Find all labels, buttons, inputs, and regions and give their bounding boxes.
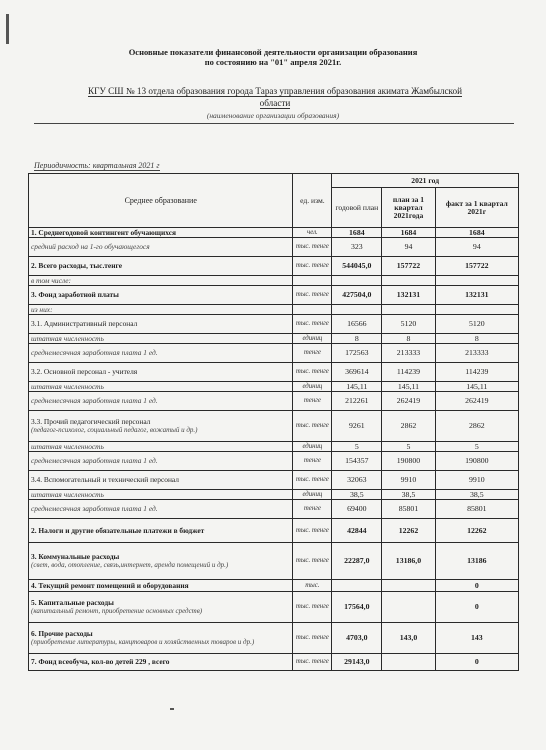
- row-unit: чел.: [293, 228, 332, 238]
- row-fact-q1: 190800: [435, 452, 518, 471]
- table-header-row: [29, 174, 519, 188]
- row-name-text: 3.4. Вспомогательный и технический персонал: [31, 475, 179, 484]
- document-subtitle: по состоянию на "01" апреля 2021г.: [204, 57, 342, 67]
- row-unit: единиц: [293, 382, 332, 392]
- table-row: [29, 442, 519, 452]
- table-row: [29, 654, 519, 671]
- row-plan-q1: 5120: [382, 315, 435, 334]
- row-plan-q1: 8: [382, 334, 435, 344]
- pen-mark: [170, 708, 174, 710]
- row-unit: тыс. тенге: [293, 238, 332, 257]
- row-fact-q1: 12262: [435, 519, 518, 543]
- table-row: [29, 519, 519, 543]
- row-fact-q1: 0: [435, 580, 518, 592]
- row-plan-q1: 114239: [382, 363, 435, 382]
- row-plan-year: 38,5: [332, 490, 382, 500]
- row-plan-q1: 85801: [382, 500, 435, 519]
- row-name: [29, 392, 293, 411]
- row-fact-q1: 0: [435, 592, 518, 623]
- row-name: [29, 519, 293, 543]
- row-unit: тенге: [293, 452, 332, 471]
- row-name: [29, 623, 293, 654]
- table-row: [29, 305, 519, 315]
- row-plan-year: 154357: [332, 452, 382, 471]
- row-fact-q1: 13186: [435, 543, 518, 580]
- row-name-text: среднемесячная заработная плата 1 ед.: [31, 396, 158, 405]
- table-row: [29, 344, 519, 363]
- row-name-text: штатная численность: [31, 381, 104, 391]
- row-name: [29, 543, 293, 580]
- row-fact-q1: 114239: [435, 363, 518, 382]
- table-row: [29, 276, 519, 286]
- row-note: (педагог-психолог, социальный педагог, вожатый и др.): [31, 426, 198, 434]
- row-plan-q1: [382, 592, 435, 623]
- table-row: [29, 238, 519, 257]
- table-row: [29, 228, 519, 238]
- table-row: [29, 363, 519, 382]
- row-plan-q1: 9910: [382, 471, 435, 490]
- row-unit: единиц: [293, 490, 332, 500]
- row-plan-q1: 94: [382, 238, 435, 257]
- row-fact-q1: 38,5: [435, 490, 518, 500]
- row-unit: тенге: [293, 392, 332, 411]
- row-plan-q1: [382, 654, 435, 671]
- row-unit: тыс. тенге: [293, 592, 332, 623]
- row-plan-q1: 1684: [382, 228, 435, 238]
- row-fact-q1: [435, 305, 518, 315]
- organization-line-2: области: [259, 98, 291, 108]
- document-title: Основные показатели финансовой деятельности организации образования: [128, 47, 418, 57]
- row-plan-year: 427504,0: [332, 286, 382, 305]
- row-name: [29, 315, 293, 334]
- row-name: [29, 411, 293, 442]
- row-plan-q1: 262419: [382, 392, 435, 411]
- row-fact-q1: 9910: [435, 471, 518, 490]
- row-plan-year: 4703,0: [332, 623, 382, 654]
- header-col-unit: ед. изм.: [293, 174, 332, 228]
- row-name-text: в том числе:: [31, 275, 72, 285]
- row-plan-year: 9261: [332, 411, 382, 442]
- row-unit: тыс. тенге: [293, 257, 332, 276]
- row-plan-q1: 132131: [382, 286, 435, 305]
- table-row: [29, 315, 519, 334]
- row-plan-year: 5: [332, 442, 382, 452]
- row-unit: тыс. тенге: [293, 543, 332, 580]
- header-col-fact-q1: факт за 1 квартал 2021г: [435, 188, 518, 228]
- row-name: [29, 257, 293, 276]
- table-row: [29, 382, 519, 392]
- row-unit: тыс. тенге: [293, 471, 332, 490]
- row-unit: тыс.: [293, 580, 332, 592]
- row-note: (приобретение литературы, канцтоваров и хозяйственных товаров и др.): [31, 638, 255, 646]
- header-col-plan-q1: план за 1 квартал 2021года: [382, 188, 435, 228]
- row-name-text: 5. Капитальные расходы: [31, 598, 114, 607]
- row-name-text: штатная численность: [31, 489, 104, 499]
- row-name-text: 3. Фонд заработной платы: [31, 290, 119, 299]
- row-plan-q1: 5: [382, 442, 435, 452]
- row-name-text: 7. Фонд всеобуча, кол-во детей 229 , всего: [31, 657, 170, 666]
- row-plan-year: 16566: [332, 315, 382, 334]
- row-plan-year: 22287,0: [332, 543, 382, 580]
- row-plan-year: [332, 276, 382, 286]
- row-unit: тыс. тенге: [293, 363, 332, 382]
- row-plan-year: 42844: [332, 519, 382, 543]
- row-name-text: 4. Текущий ремонт помещений и оборудования: [31, 580, 189, 590]
- row-name: [29, 500, 293, 519]
- row-fact-q1: 145,11: [435, 382, 518, 392]
- row-fact-q1: 5: [435, 442, 518, 452]
- row-name: [29, 382, 293, 392]
- row-plan-year: 212261: [332, 392, 382, 411]
- row-unit: тенге: [293, 500, 332, 519]
- row-plan-q1: [382, 276, 435, 286]
- row-plan-year: 1684: [332, 228, 382, 238]
- row-name: [29, 471, 293, 490]
- row-plan-year: 369614: [332, 363, 382, 382]
- table-row: [29, 543, 519, 580]
- table-row: [29, 452, 519, 471]
- row-name: [29, 228, 293, 238]
- row-name: [29, 276, 293, 286]
- row-plan-year: 29143,0: [332, 654, 382, 671]
- row-plan-year: [332, 580, 382, 592]
- header-col-name: Среднее образование: [29, 174, 293, 228]
- financial-indicators-table: [28, 173, 519, 671]
- organization-caption: (наименование организации образования): [206, 111, 340, 120]
- row-name: [29, 580, 293, 592]
- row-fact-q1: 0: [435, 654, 518, 671]
- row-fact-q1: 1684: [435, 228, 518, 238]
- row-fact-q1: 85801: [435, 500, 518, 519]
- row-plan-year: 32063: [332, 471, 382, 490]
- row-name: [29, 286, 293, 305]
- row-name: [29, 334, 293, 344]
- periodicity-label: Периодичность: квартальная 2021 г: [34, 161, 160, 170]
- table-row: [29, 286, 519, 305]
- row-plan-q1: 13186,0: [382, 543, 435, 580]
- row-fact-q1: 2862: [435, 411, 518, 442]
- row-name: [29, 238, 293, 257]
- table-row: [29, 592, 519, 623]
- table-row: [29, 257, 519, 276]
- table-row: [29, 580, 519, 592]
- row-plan-year: 145,11: [332, 382, 382, 392]
- row-plan-q1: 38,5: [382, 490, 435, 500]
- row-name-text: 1. Среднегодовой контингент обучающихся: [31, 227, 177, 237]
- row-plan-q1: 157722: [382, 257, 435, 276]
- row-plan-q1: [382, 580, 435, 592]
- row-name-text: 2. Налоги и другие обязательные платежи в бюджет: [31, 525, 205, 535]
- row-plan-q1: 143,0: [382, 623, 435, 654]
- table-row: [29, 623, 519, 654]
- header-year: 2021 год: [332, 174, 519, 188]
- row-fact-q1: 5120: [435, 315, 518, 334]
- table-row: [29, 411, 519, 442]
- row-name: [29, 344, 293, 363]
- row-fact-q1: 157722: [435, 257, 518, 276]
- row-unit: тенге: [293, 344, 332, 363]
- row-name: [29, 490, 293, 500]
- row-plan-q1: 190800: [382, 452, 435, 471]
- table-row: [29, 500, 519, 519]
- row-name: [29, 654, 293, 671]
- row-plan-year: 172563: [332, 344, 382, 363]
- row-fact-q1: 132131: [435, 286, 518, 305]
- row-name-text: из них:: [31, 304, 53, 314]
- row-plan-q1: [382, 305, 435, 315]
- staple-mark: [6, 14, 9, 44]
- row-plan-year: 8: [332, 334, 382, 344]
- row-name-text: средний расход на 1-го обучающегося: [31, 242, 150, 251]
- row-name-text: среднемесячная заработная плата 1 ед.: [31, 456, 158, 465]
- row-name: [29, 442, 293, 452]
- row-name: [29, 452, 293, 471]
- row-name-text: штатная численность: [31, 441, 104, 451]
- row-name-text: 6. Прочие расходы: [31, 629, 93, 638]
- row-unit: тыс. тенге: [293, 411, 332, 442]
- row-name: [29, 363, 293, 382]
- row-name-text: среднемесячная заработная плата 1 ед.: [31, 348, 158, 357]
- row-plan-q1: 2862: [382, 411, 435, 442]
- row-unit: единиц: [293, 334, 332, 344]
- row-fact-q1: 8: [435, 334, 518, 344]
- row-plan-q1: 213333: [382, 344, 435, 363]
- row-fact-q1: 143: [435, 623, 518, 654]
- row-plan-year: 544045,0: [332, 257, 382, 276]
- organization-name: [30, 85, 520, 109]
- row-name-text: штатная численность: [31, 333, 104, 343]
- row-name-text: среднемесячная заработная плата 1 ед.: [31, 504, 158, 513]
- row-fact-q1: [435, 276, 518, 286]
- header-col-plan-year: годовой план: [332, 188, 382, 228]
- table-row: [29, 392, 519, 411]
- row-name: [29, 305, 293, 315]
- row-unit: единиц: [293, 442, 332, 452]
- row-plan-q1: 145,11: [382, 382, 435, 392]
- row-fact-q1: 213333: [435, 344, 518, 363]
- row-name-text: 3. Коммунальные расходы: [31, 552, 120, 561]
- organization-line-1: КГУ СШ № 13 отдела образования города Тараз управления образования акимата Жамбылской: [87, 86, 463, 96]
- row-fact-q1: 94: [435, 238, 518, 257]
- row-unit: тыс. тенге: [293, 654, 332, 671]
- table-row: [29, 471, 519, 490]
- row-name-text: 3.3. Прочий педагогический персонал: [31, 417, 151, 426]
- row-plan-year: 69400: [332, 500, 382, 519]
- table-row: [29, 334, 519, 344]
- row-unit: [293, 276, 332, 286]
- divider-line: [34, 123, 514, 124]
- row-name: [29, 592, 293, 623]
- row-unit: [293, 305, 332, 315]
- row-name-text: 2. Всего расходы, тыс.тенге: [31, 261, 123, 270]
- row-name-text: 3.2. Основной персонал - учителя: [31, 367, 138, 376]
- row-plan-year: 17564,0: [332, 592, 382, 623]
- row-name-text: 3.1. Административный персонал: [31, 319, 138, 328]
- row-note: (свет, вода, отопление, связь,интернет, аренда помещений и др.): [31, 561, 229, 569]
- row-plan-q1: 12262: [382, 519, 435, 543]
- row-note: (капитальный ремонт, приобретение основных средств): [31, 607, 203, 615]
- table-row: [29, 490, 519, 500]
- row-plan-year: 323: [332, 238, 382, 257]
- row-unit: тыс. тенге: [293, 286, 332, 305]
- row-unit: тыс. тенге: [293, 315, 332, 334]
- row-unit: тыс. тенге: [293, 519, 332, 543]
- row-plan-year: [332, 305, 382, 315]
- row-fact-q1: 262419: [435, 392, 518, 411]
- row-unit: тыс. тенге: [293, 623, 332, 654]
